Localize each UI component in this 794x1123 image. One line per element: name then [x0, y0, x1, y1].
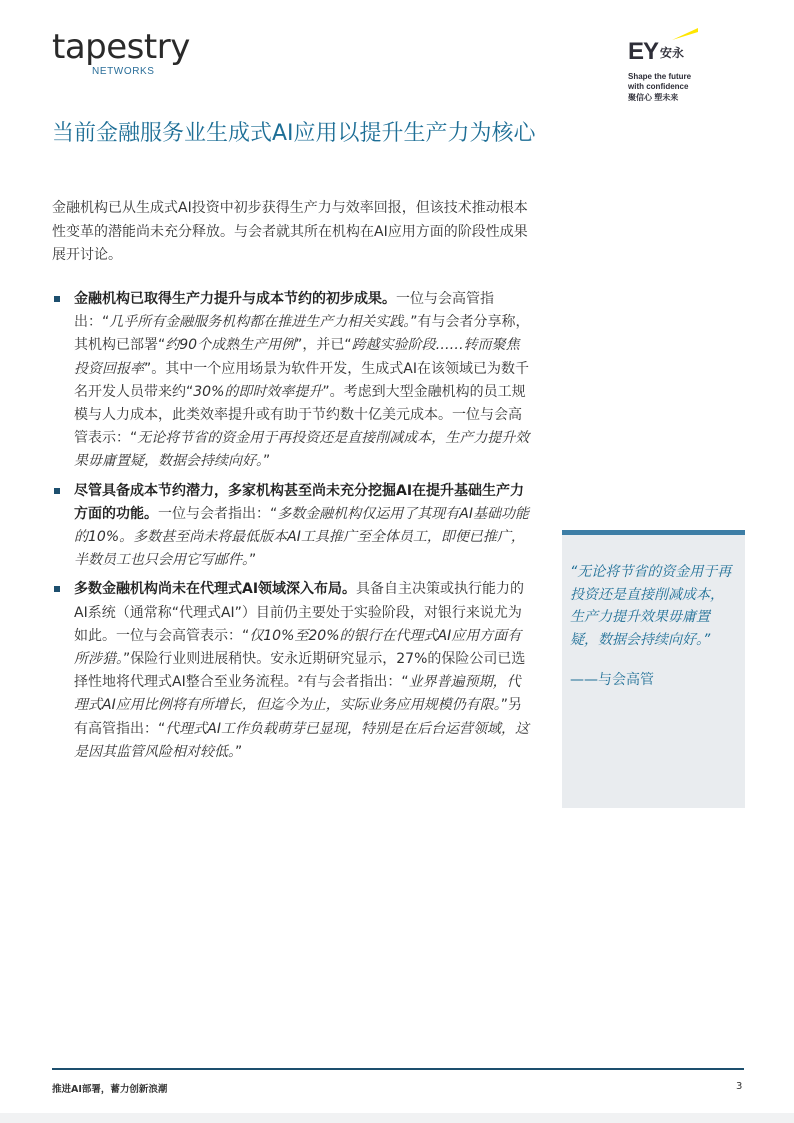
- list-item: [52, 480, 532, 573]
- tapestry-networks-logo: [52, 27, 190, 77]
- bullet-text: ”另有高管指出：“: [74, 697, 522, 737]
- square-bullet-icon: [54, 488, 60, 494]
- bullet-text: ”，并已“: [295, 337, 352, 354]
- ey-chinese-name: 安永: [660, 46, 685, 60]
- bullet-quote: 约90个成熟生产用例: [165, 337, 296, 354]
- pull-quote-text: “无论将节省的资金用于再投资还是直接削减成本，生产力提升效果毋庸置疑，数据会持续向好。”: [570, 564, 732, 648]
- bottom-strip: [0, 1113, 794, 1123]
- logo-subtitle: NETWORKS: [92, 66, 155, 77]
- bullet-text: 一位与会高管指出：“: [74, 291, 494, 331]
- bullet-lead: 金融机构已取得生产力提升与成本节约的初步成果。: [74, 291, 396, 307]
- pull-quote: [562, 530, 745, 808]
- bullet-text: ”: [249, 552, 257, 569]
- bullet-lead: 尽管具备成本节约潜力，多家机构甚至尚未充分挖掘AI在提升基础生产力方面的功能。: [74, 482, 525, 522]
- ey-tagline-3: 聚信心 塑未来: [628, 93, 679, 102]
- key-findings-list: [52, 288, 532, 770]
- pull-quote-attribution: ——与会高管: [570, 672, 654, 688]
- bullet-text: ”。其中一个应用场景为软件开发，生成式AI在该领域已为数千名开发人员带来约“: [74, 360, 529, 400]
- list-item: [52, 578, 532, 764]
- bullet-text: ”: [235, 743, 243, 760]
- list-item: [52, 288, 532, 474]
- bullet-text: ”: [263, 453, 271, 470]
- bullet-quote: 业界普遍预期，代理式AI应用比例将有所增长，但迄今为止，实际业务应用规模仍有限。: [74, 674, 521, 714]
- square-bullet-icon: [54, 586, 60, 592]
- bullet-text: ”保险行业则进展稍快。安永近期研究显示，27%的保险公司已选择性地将代理式AI整合至业务流程。²有与会者指出：“: [74, 651, 526, 691]
- intro-paragraph: 金融机构已从生成式AI投资中初步获得生产力与效率回报，但该技术推动根本性变革的潜能尚未充分释放。与会者就其所在机构在AI应用方面的阶段性成果展开讨论。: [52, 200, 528, 263]
- page-number: 3: [736, 1081, 743, 1092]
- page-title: 当前金融服务业生成式AI应用以提升生产力为核心: [52, 121, 536, 146]
- bullet-quote: 几乎所有金融服务机构都在推进生产力相关实践。: [109, 314, 411, 331]
- bullet-text: ”有与会者分享称，其机构已部署“: [74, 314, 530, 354]
- footer-divider: [52, 1068, 744, 1070]
- bullet-quote: 跨越实验阶段……转而聚焦投资回报率: [74, 337, 520, 377]
- bullet-text: 具备自主决策或执行能力的AI系统（通常称“代理式AI”）目前仍主要处于实验阶段，对银行来说尤为如此。一位与会高管表示：“: [74, 581, 525, 644]
- square-bullet-icon: [54, 296, 60, 302]
- ey-tagline-2: with confidence: [628, 82, 689, 91]
- bullet-quote: 多数金融机构仅运用了其现有AI基础功能的10%。多数甚至尚未将最低版本AI工具推广至全体员工，即便已推广，半数员工也只会用它写邮件。: [74, 505, 529, 569]
- bullet-quote: 无论将节省的资金用于再投资还是直接削减成本，生产力提升效果毋庸置疑，数据会持续向好。: [74, 430, 530, 470]
- ey-tagline-1: Shape the future: [628, 72, 692, 81]
- bullet-text: 一位与会者指出：“: [158, 505, 278, 522]
- footer-report-title: 推进AI部署，蓄力创新浪潮: [52, 1084, 168, 1095]
- logo-wordmark: tapestry: [52, 27, 190, 67]
- bullet-quote: 30%的即时效率提升: [193, 383, 323, 400]
- bullet-quote: 仅10%至20%的银行在代理式AI应用方面有所涉猎。: [74, 627, 522, 668]
- ey-yellow-beam-icon: [672, 28, 698, 40]
- bullet-quote: 代理式AI工作负载萌芽已显现，特别是在后台运营领域，这是因其监管风险相对较低。: [74, 720, 529, 760]
- ey-mark: EY: [628, 38, 659, 65]
- bullet-lead: 多数金融机构尚未在代理式AI领域深入布局。: [74, 581, 357, 598]
- bullet-text: ”。考虑到大型金融机构的员工规模与人力成本，此类效率提升或有助于节约数十亿美元成本。一位与会高管表示：“: [74, 383, 526, 447]
